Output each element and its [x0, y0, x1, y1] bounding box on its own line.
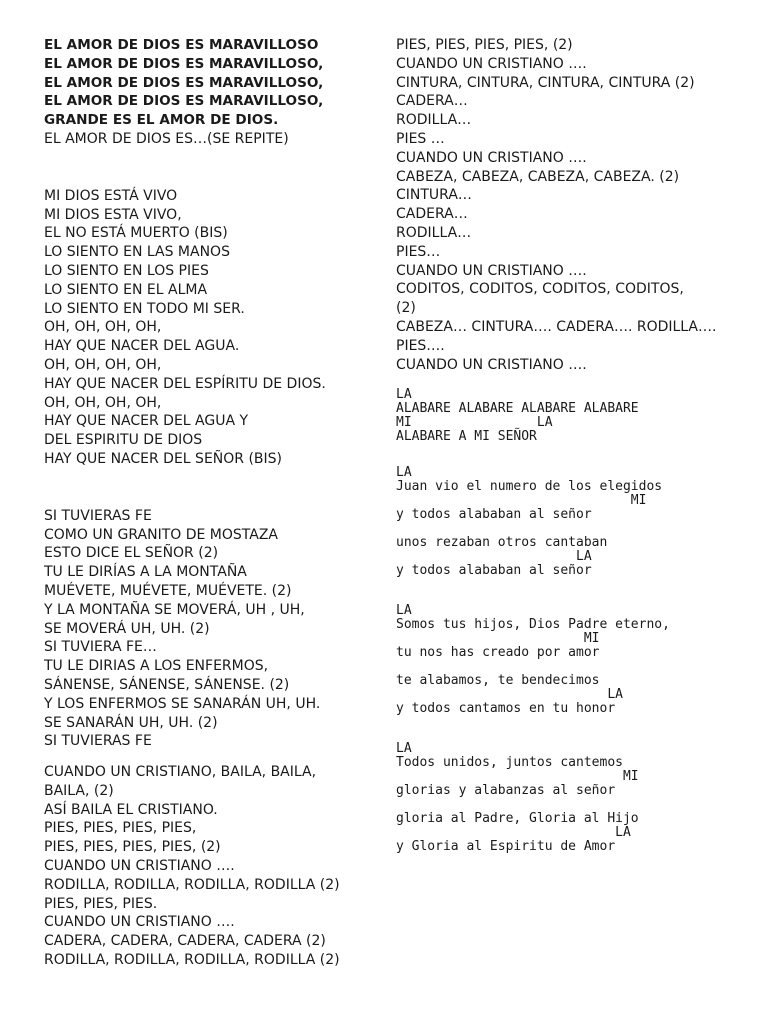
chord-block-somos-tus-hijos: LA Somos tus hijos, Dios Padre eterno, MI tu nos has creado por amor	[396, 603, 670, 661]
chord-block-gloria-al-padre: gloria al Padre, Gloria al Hijo LA y Gloria al Espiritu de Amor	[396, 811, 639, 855]
repeat-line: EL AMOR DE DIOS ES…(SE REPITE)	[44, 130, 289, 147]
stanza-si-tuvieras-fe: SI TUVIERAS FE COMO UN GRANITO DE MOSTAZA ESTO DICE EL SEÑOR (2) TU LE DIRÍAS A LA MONTAÑA MUÉVETE, MUÉVETE, MUÉVETE. (2) Y LA MONTAÑA SE MOVERÁ, UH , UH, SE MOVERÁ UH, UH. (2) SI TUVIERA FE… TU LE DIRIAS A LOS ENFERMOS, SÁNENSE, SÁNENSE, SÁNENSE. (2) Y LOS ENFERMOS SE SANARÁN UH, UH. SE SANARÁN UH, UH. (2) SI TUVIERAS FE	[44, 507, 321, 750]
stanza-mi-dios-esta-vivo: MI DIOS ESTÁ VIVO MI DIOS ESTA VIVO, EL NO ESTÁ MUERTO (BIS) LO SIENTO EN LAS MANOS LO SIENTO EN LOS PIES LO SIENTO EN EL ALMA LO SIENTO EN TODO MI SER. OH, OH, OH, OH, HAY QUE NACER DEL AGUA. OH, OH, OH, OH, HAY QUE NACER DEL ESPÍRITU DE DIOS. OH, OH, OH, OH, HAY QUE NACER DEL AGUA Y DEL ESPIRITU DE DIOS HAY QUE NACER DEL SEÑOR (BIS)	[44, 187, 326, 467]
chord-block-alabare: LA ALABARE ALABARE ALABARE ALABARE MI LA ALABARE A MI SEÑOR	[396, 387, 639, 445]
stanza-amor-de-dios: EL AMOR DE DIOS ES MARAVILLOSO EL AMOR DE DIOS ES MARAVILLOSO, EL AMOR DE DIOS ES MARAVILLOSO, EL AMOR DE DIOS ES MARAVILLOSO, GRANDE ES EL AMOR DE DIOS.	[44, 37, 324, 129]
right-column	[396, 36, 748, 854]
chord-block-juan-vio: LA Juan vio el numero de los elegidos MI y todos alababan al señor	[396, 465, 663, 523]
stanza-continuation: PIES, PIES, PIES, PIES, (2) CUANDO UN CRISTIANO …. CINTURA, CINTURA, CINTURA, CINTURA (2) CADERA… RODILLA… PIES … CUANDO UN CRISTIANO …. CABEZA, CABEZA, CABEZA, CABEZA. (2) CINTURA… CADERA… RODILLA… PIES… CUANDO UN CRISTIANO …. CODITOS, CODITOS, CODITOS, CODITOS, (2) CABEZA… CINTURA…. CADERA…. RODILLA…. PIES…. CUANDO UN CRISTIANO ….	[396, 37, 717, 373]
stanza-cuando-un-cristiano: CUANDO UN CRISTIANO, BAILA, BAILA, BAILA, (2) ASÍ BAILA EL CRISTIANO. PIES, PIES, PIES, PIES, PIES, PIES, PIES, PIES, (2) CUANDO UN CRISTIANO …. RODILLA, RODILLA, RODILLA, RODILLA (2) PIES, PIES, PIES. CUANDO UN CRISTIANO …. CADERA, CADERA, CADERA, CADERA (2) RODILLA, RODILLA, RODILLA, RODILLA (2)	[44, 764, 340, 969]
left-column	[44, 36, 389, 970]
chord-block-te-alabamos: te alabamos, te bendecimos LA y todos cantamos en tu honor	[396, 673, 623, 717]
chord-block-todos-unidos: LA Todos unidos, juntos cantemos MI glorias y alabanzas al señor	[396, 741, 639, 799]
chord-block-unos-rezaban: unos rezaban otros cantaban LA y todos alababan al señor	[396, 535, 608, 579]
